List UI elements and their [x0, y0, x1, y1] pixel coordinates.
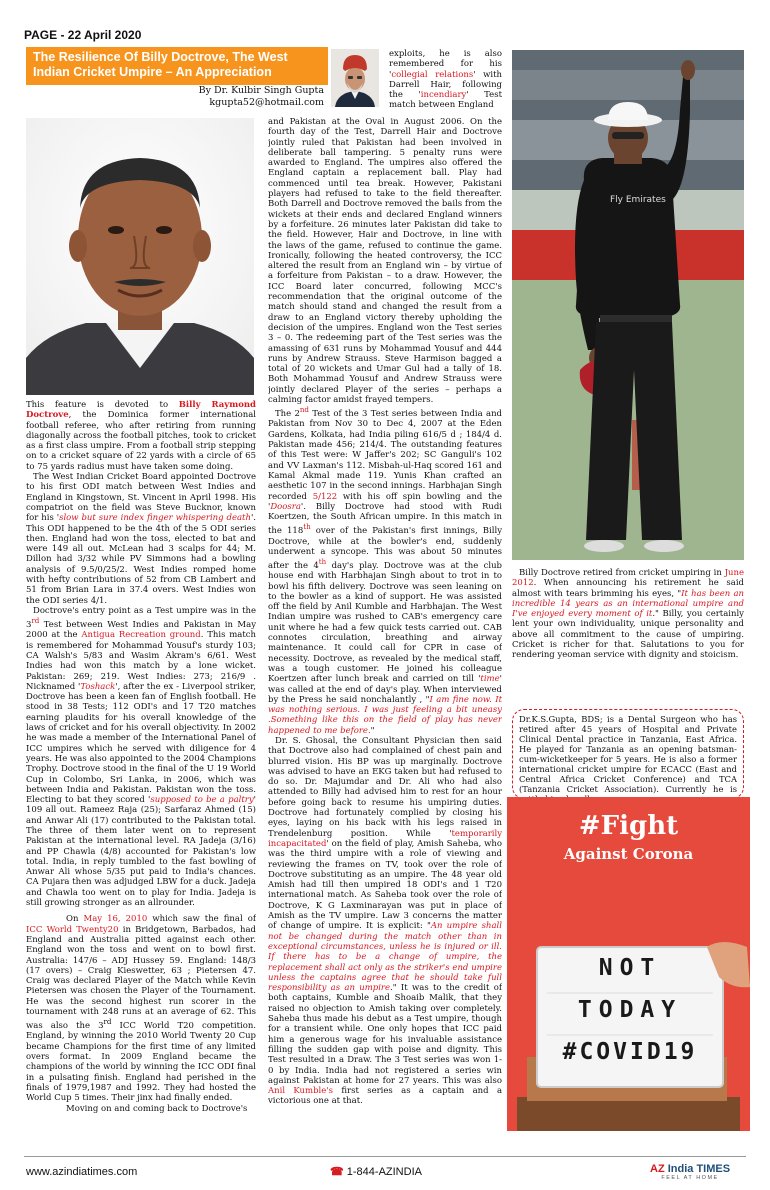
superscript: nd	[299, 405, 309, 415]
author-email[interactable]: kgupta52@hotmail.com	[209, 97, 324, 108]
logo-tagline: FEEL AT HOME	[661, 1175, 719, 1181]
highlight-nickname: Toshack	[80, 681, 116, 692]
highlight-quote: It has been an incredible 14 years as an international umpire and I've enjoyed every moment of it	[512, 588, 744, 620]
highlight-phrase: temporarily incapacitated	[268, 828, 502, 849]
text: Doctrove's entry point as a Test umpire was in the 3	[26, 605, 256, 631]
text: ' was called at the end of day's play. When interviewed by the Press he said nonchalantly , "	[268, 674, 502, 705]
page-date-header: PAGE - 22 April 2020	[24, 28, 142, 42]
article-column-2-top	[389, 49, 502, 115]
highlight-quote: I am fine now. It was nothing serious. I was just feeling a bit uneasy .Something like this on the field of play has never happened to me before.	[268, 694, 502, 736]
paragraph	[26, 472, 256, 606]
author-name: By Dr. Kulbir Singh Gupta	[198, 85, 324, 96]
highlight-venue: Antigua Recreation ground	[81, 630, 201, 641]
footer-divider	[24, 1156, 746, 1157]
text: ' on the field of play, Amish Saheba, who was the third umpire with a role of viewing and reviewing the frames on TV, took over the role of Doctrove substituting as an umpire. The 48 year old Amish had till then umpired 18 ODI's and 1 T20 international match. As Saheba took over the role of Doctrove, K G Laxminarayan was put in place of Amish as the TV umpire. Law 3 concerns the matter of change of umpire. It is explicit: "	[268, 838, 502, 932]
article-column-3	[512, 568, 744, 706]
highlight-phrase: incendiary	[420, 90, 467, 101]
text: day's play. Doctrove was at the club house end with Harbhajan Singh about to trot in to bowl his fifth delivery. Doctrove was seen leaning on to the bowler as a kind of support. He was assisted off the field by Anil Kumble and Harbhajan. The West Indian umpire was rushed to CAB's emergency care unit where he had a few quick tests carried out. CAB connotes circulation, breathing and airway maintenance. It could call for CPR in case of necessity. Doctrove, as revealed by the medical staff, was a tough customer. He joined his colleague Koertzen after lunch break and carried on till '	[268, 560, 502, 685]
text: ." Billy, you certainly lent your own individuality, unique personality and above all commitment to the cause of umpiring. Cricket is richer for that. Salutations to you for rendering yeoman service with dignity and stoicism.	[512, 609, 744, 661]
subject-name: Billy Raymond Doctrove	[26, 400, 256, 421]
highlight-term: time	[480, 674, 500, 685]
author-photo	[331, 49, 379, 107]
text: , the Dominica former international football referee, who after retiring from running diagonally across the football pitches, took to cricket as a first class umpire. From a football strip stepping on to a cricket square of 22 yards with a circle of 65 to 75 yards radius must have taken some doing.	[26, 410, 256, 472]
highlight-date: June 2012	[512, 568, 744, 589]
text: in Bridgetown, Barbados, had England and Australia pitted against each other. England won the toss and went on to bowl first. Australia: 147/6 – ADJ Hussey 59. England: 148/3 (17 overs) – Craig Kieswetter, 63 ; Pietersen 47. Craig was declared Player of the Match while Kevin Pietersen was chosen the Player of the Tournament. He was the second highest run scorer in the tournament with 248 runs at an average of 62. This was also the 3	[26, 924, 256, 1032]
title-line-2: Indian Cricket Umpire – An Appreciation	[33, 65, 272, 79]
paragraph	[268, 405, 502, 736]
sign-line-3: #COVID19	[562, 1039, 698, 1065]
text: ', after the ex - Liverpool striker, Doctrove has been a keen fan of English football. He stood in 38 Tests; 112 ODI's and 17 T20 matches earning plaudits for his overall knowledge of the laws of cricket and for his overall objectivity. In 2002 he was made a member of the International Panel of ICC umpires which he served with diligence for 4 years. He was also appointed to the 2004 Champions Trophy. Doctrove stood in the final of the U 19 World Cup in Colombo, Sri Lanka, in 2006, which was between India and Pakistan. Pakistan won the toss. Electing to bat they scored '	[26, 681, 256, 806]
text: ." It was to the credit of both captains, Kumble and Shoaib Malik, that they raised no objection to Amish taking over completely. Saheba thus made his debut as a Test umpire, though for a transient while. One only hopes that ICC paid him a generous wage for his invaluable assistance filling the sudden gap with poise and dignity. This Test resulted in a Draw. The 3 Test series was won 1-0 by India. India had not registered a series win against Pakistan at home for 27 years. This was also	[268, 983, 502, 1086]
text: ' with Darrell Hair, following the '	[389, 69, 502, 101]
umpire-photo	[512, 50, 744, 560]
superscript: th	[318, 557, 327, 567]
phone-icon: ☎	[330, 1166, 344, 1178]
text: This feature is devoted to	[26, 400, 179, 410]
text: Test between West Indies and Pakistan in May 2000 at the	[26, 620, 256, 641]
text: The 2	[275, 409, 300, 420]
sign-line-2: TODAY	[577, 997, 683, 1023]
text: Billy Doctrove retired from cricket umpiring in	[519, 568, 725, 578]
superscript: rd	[31, 616, 40, 626]
article-title	[26, 47, 328, 85]
text: exploits, he is also remembered for his '	[389, 49, 502, 80]
paragraph	[26, 400, 256, 472]
highlight-event: ICC World Twenty20	[26, 924, 119, 935]
paragraph	[26, 914, 256, 1103]
text: '. This ODI happened to be the 4th of the 5 ODI series then. England had won the toss, elected to bat and were 149 all out. McLean had 3 scalps for 44; M. Dillon had 3/32 while PV Simmons had a bowling analysis of 9.5/0/25/2. West Indies romped home with hefty contributions of 52 from CB Lambert and 51 from Brian Lara in 37.4 overs. West Indies won the ODI series 4/1.	[26, 513, 256, 606]
logo-part-a: AZ	[650, 1163, 665, 1175]
highlight-term: Doosra	[270, 501, 301, 512]
ad-title: #Fight	[578, 811, 679, 841]
text: ' Test match between England	[389, 90, 502, 111]
paragraph	[389, 49, 502, 111]
shirt-logo-text: Fly Emirates	[610, 195, 666, 205]
logo-part-b: India TIMES	[667, 1163, 731, 1175]
text: "	[370, 725, 375, 736]
az-india-times-logo	[650, 1163, 730, 1181]
text: which saw the final of	[147, 914, 256, 925]
billy-doctrove-portrait	[26, 118, 254, 395]
title-line-1: The Resilience Of Billy Doctrove, The West	[33, 50, 288, 64]
sign-line-1: NOT	[598, 955, 662, 981]
paragraph	[26, 606, 256, 908]
author-bio: Dr.K.S.Gupta, BDS; is a Dental Surgeon who has retired after 45 years of Hospital and Private Clinical Dental practice in Tanzania, East Africa. He played for Tanzania as an opening batsman-cum-wicketkeeper for 5 years. He is also a former international cricket umpire for ECACC (East and Central Africa Cricket Conference) and TCA (Tanzania Cricket Association). Currently he is	[519, 714, 737, 794]
footer-website-link[interactable]: www.azindiatimes.com	[26, 1166, 138, 1178]
text: over of the Pakistan's first innings, Billy Doctrove, while at the bowler's end, suddenly underwent a syncope. This was about 50 minutes after the 4	[268, 526, 502, 571]
author-bio-box	[512, 709, 744, 799]
highlight-phrase: collegial relations	[391, 69, 474, 80]
text: first series as a captain and a victorious one at that.	[268, 1086, 502, 1107]
fight-corona-ad	[507, 797, 750, 1131]
paragraph	[512, 568, 744, 661]
text: '. Billy Doctrove had stood with Rudi Koertzen, the South African umpire. In this match in the 118	[268, 501, 502, 537]
ad-subtitle: Against Corona	[563, 845, 694, 863]
highlight-quote: slow but sure index finger whispering death	[59, 513, 251, 524]
text: Test of the 3 Test series between India and Pakistan from Nov 30 to Dec 4, 2007 at the Eden Gardens, Kolkata, had India piling 616/5 d ; 184/4 d. Pakistan made 456; 214/4. The outstanding features of this Test were: W Jaffer's 202; SC Ganguli's 102 and VV Laxman's 112. Misbah-ul-Haq scored 161 and Kamal Akmal made 119. Yunis Khan crafted an aesthetic 107 in the second innings. Harbhajan Singh recorded	[268, 409, 502, 502]
footer-phone[interactable]	[330, 1165, 422, 1178]
superscript: rd	[103, 1017, 112, 1027]
text: Dr. S. Ghosal, the Consultant Physician then said that Doctrove also had complained of chest pain and blurred vision. His BP was up marginally. Doctrove was advised to have an EKG taken but had refused to do so. Dr. Majumdar and Dr. Ali who had also attended to Billy had advised him to rest for an hour before going back to resume his umpiring duties. Doctrove had fortunately complied by closing his eyes, laying on his back with his legs raised in Trendelenburg position. While '	[268, 736, 502, 839]
highlight-name: Anil Kumble's	[268, 1086, 333, 1097]
highlight-date: May 16, 2010	[83, 914, 148, 925]
highlight-figure: 5/122	[312, 491, 338, 502]
paragraph	[268, 736, 502, 1107]
text: . This match is remembered for Mohammad Yousuf's sturdy 103; CA Walsh's 5/83 and Wasim Akram's 6/61. West Indies had won this match by a lone wicket. Pakistan: 269; 219. West Indies: 273; 216/9 . Nicknamed '	[26, 630, 256, 692]
text: ICC World T20 competition. England, by winning the 2010 World Twenty 20 Cup became Champions for the first time of any limited overs format. In 2009 England became the champions of the world by winning the ICC ODI final in a pulsating finish. England had perished in the finals of 1979,1987 and 1992. They had hosted the World Cup 5 times. Their jinx had finally ended.	[26, 1021, 256, 1104]
text: . When announcing his retirement he said almost with tears brimming his eyes, "	[512, 578, 744, 599]
article-column-2	[268, 117, 502, 1147]
paragraph: Moving on and coming back to Doctrove's	[66, 1103, 248, 1114]
superscript: th	[303, 522, 311, 532]
byline	[150, 85, 324, 109]
text: with his off spin bowling and the '	[268, 491, 502, 512]
text: On	[66, 914, 84, 925]
highlight-phrase: supposed to be a paltry	[150, 795, 254, 806]
article-column-1	[26, 400, 256, 1146]
text: ' 109 all out. Rameez Raja (25); Sarfaraz Ahmed (15) and Anwar Ali (17) contributed to the Pakistan total. The three of them later went on to represent Pakistan at the international level. RA Jadeja (3/16) and PP Chawla (4/8) accounted for Pakistan's low total. India, in reply tumbled to the fast bowling of Anwar Ali whose 5/35 put paid to India's chances. CA Pujara then was adjudged LBW for a duck. Jadeja and Chawla too went on to play for India. Jadeja is still growing stronger as an allrounder.	[26, 795, 256, 909]
highlight-law-quote: An umpire shall not be changed during the match other than in exceptional circumstances, unless he is injured or ill. If there has to be a change of umpire, the replacement shall act only as the striker's end umpire unless the captains agree that he should take full responsibility as an umpire	[268, 921, 502, 994]
phone-number: 1-844-AZINDIA	[346, 1166, 422, 1178]
paragraph: and Pakistan at the Oval in August 2006. On the fourth day of the Test, Darrell Hair and Doctrove jointly ruled that Pakistan had been involved in deliberate ball tampering. 5 penalty runs were awarded to England. The umpires also offered the England captain a replacement ball. Play had commenced until tea break. However, Pakistani players had refused to take to the field thereafter. Both Darrell and Doctrove removed the bails from the wickets at their ends and declared England winners by a forfeiture. 26 minutes later Pakistan did take to the field. However, Hair and Doctrove, in line with the laws of the game, refused to continue the game. Ironically, following the heated controversy, the ICC altered the result from an England win – by virtue of a forfeiture from Pakistan – to a draw. However, the ICC Board later concurred, following MCC's recommendation that the original outcome of the match should stand and changed the result from a draw to an England victory thereby upholding the decision of the umpires. England won the Test series 3 – 0. The redeeming part of the Test series was the amassing of 631 runs by Mohammad Yousuf and 444 runs by Andrew Strauss. Steve Harmison bagged a total of 20 wickets and Umar Gul had a tally of 18. Both Mohammad Yousuf and Andrew Strauss were jointly declared Player of the series – perhaps a calming factor amidst frayed tempers.	[268, 117, 502, 406]
text: The West Indian Cricket Board appointed Doctrove to his first ODI match between West Indies and England in Kingstown, St. Vincent in April 1998. His compatriot on the field was Steve Bucknor, known for his '	[26, 472, 256, 524]
